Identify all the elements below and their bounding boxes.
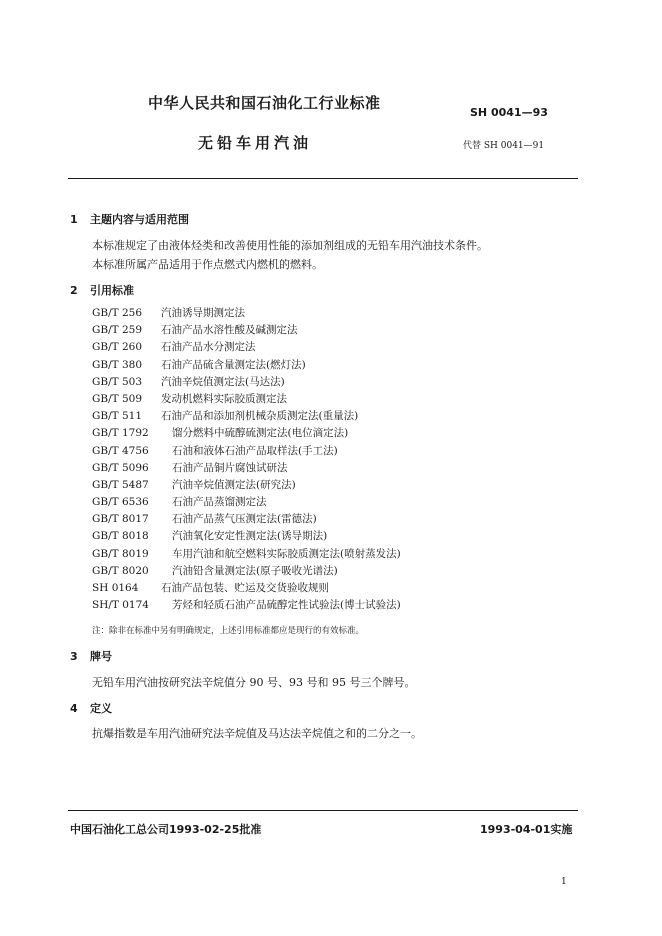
reference-code: GB/T 4756 xyxy=(92,444,149,457)
section-title: 引用标准 xyxy=(90,284,134,297)
reference-title: 馏分燃料中硫醇硫测定法(电位滴定法) xyxy=(172,427,349,440)
replaces-standard: 代替 SH 0041—91 xyxy=(463,141,545,151)
reference-title: 芳烃和轻质石油产品硫醇定性试验法(博士试验法) xyxy=(172,599,401,612)
reference-code: GB/T 6536 xyxy=(92,496,149,509)
reference-code: GB/T 5096 xyxy=(92,461,149,474)
section-1-paragraph: 本标准所属产品适用于作点燃式内燃机的燃料。 xyxy=(92,258,323,271)
reference-code: GB/T 8019 xyxy=(92,547,149,560)
reference-title: 石油产品水溶性酸及碱测定法 xyxy=(161,324,298,337)
section-3-paragraph: 无铅车用汽油按研究法辛烷值分 90 号、93 号和 95 号三个牌号。 xyxy=(92,676,416,689)
reference-item xyxy=(92,374,401,391)
reference-code: GB/T 380 xyxy=(92,358,143,371)
reference-item xyxy=(92,408,401,425)
reference-item xyxy=(92,546,401,563)
reference-code: GB/T 260 xyxy=(92,341,143,354)
section-title: 定义 xyxy=(90,702,112,715)
reference-code: GB/T 1792 xyxy=(92,427,149,440)
reference-item xyxy=(92,339,401,356)
reference-item xyxy=(92,443,401,460)
reference-title: 石油产品蒸馏测定法 xyxy=(172,496,267,509)
section-number: 1 xyxy=(70,213,78,226)
header-divider xyxy=(68,178,578,179)
reference-code: GB/T 511 xyxy=(92,410,143,423)
section-1-heading xyxy=(70,211,189,227)
reference-code: GB/T 8020 xyxy=(92,564,149,577)
issuing-standard-title: 中华人民共和国石油化工行业标准 xyxy=(148,94,381,112)
reference-title: 汽油诱导期测定法 xyxy=(161,307,245,319)
reference-title: 汽油辛烷值测定法(马达法) xyxy=(161,375,285,388)
reference-title: 石油产品水分测定法 xyxy=(161,341,256,354)
reference-title: 汽油铅含量测定法(原子吸收光谱法) xyxy=(172,564,338,577)
reference-item xyxy=(92,425,401,442)
reference-list xyxy=(92,305,401,614)
section-number: 4 xyxy=(70,702,78,715)
reference-item xyxy=(92,563,401,580)
section-3-heading xyxy=(70,648,112,664)
reference-code: GB/T 8017 xyxy=(92,513,149,526)
reference-item xyxy=(92,494,401,511)
reference-title: 石油和液体石油产品取样法(手工法) xyxy=(172,444,338,457)
reference-item xyxy=(92,528,401,545)
reference-code: GB/T 256 xyxy=(92,307,143,319)
reference-code: GB/T 259 xyxy=(92,324,143,337)
reference-title: 发动机燃料实际胶质测定法 xyxy=(161,392,287,405)
section-number: 3 xyxy=(70,650,78,663)
reference-title: 石油产品铜片腐蚀试研法 xyxy=(172,461,288,474)
reference-title: 石油产品和添加剂机械杂质测定法(重量法) xyxy=(161,410,359,423)
document-title: 无铅车用汽油 xyxy=(198,134,313,152)
reference-item xyxy=(92,391,401,408)
reference-code: GB/T 5487 xyxy=(92,478,149,491)
standard-number: SH 0041—93 xyxy=(470,106,548,119)
reference-item xyxy=(92,322,401,339)
reference-code: GB/T 509 xyxy=(92,392,143,405)
reference-item xyxy=(92,357,401,374)
approval-line: 中国石油化工总公司1993-02-25批准 xyxy=(70,823,262,836)
reference-title: 石油产品包装、贮运及交货验收规则 xyxy=(161,582,329,594)
reference-item xyxy=(92,597,401,614)
reference-code: SH 0164 xyxy=(92,582,139,594)
reference-item xyxy=(92,305,401,322)
reference-title: 石油产品硫含量测定法(燃灯法) xyxy=(161,358,306,371)
section-title: 牌号 xyxy=(90,650,112,663)
page-number: 1 xyxy=(561,877,567,887)
section-title: 主题内容与适用范围 xyxy=(90,213,189,226)
reference-code: SH/T 0174 xyxy=(92,599,149,612)
reference-title: 汽油辛烷值测定法(研究法) xyxy=(172,478,296,491)
section-1-paragraph: 本标准规定了由液体烃类和改善使用性能的添加剂组成的无铅车用汽油技术条件。 xyxy=(92,239,488,252)
reference-code: GB/T 8018 xyxy=(92,530,149,543)
reference-item xyxy=(92,460,401,477)
section-2-heading xyxy=(70,282,134,298)
reference-title: 石油产品蒸气压测定法(雷德法) xyxy=(172,513,317,526)
section-4-paragraph: 抗爆指数是车用汽油研究法辛烷值及马达法辛烷值之和的二分之一。 xyxy=(92,727,422,740)
reference-item xyxy=(92,511,401,528)
section-4-heading xyxy=(70,700,112,716)
reference-code: GB/T 503 xyxy=(92,375,143,388)
section-number: 2 xyxy=(70,284,78,297)
reference-item xyxy=(92,477,401,494)
reference-title: 汽油氧化安定性测定法(诱导期法) xyxy=(172,530,328,543)
reference-item xyxy=(92,580,401,597)
effective-date: 1993-04-01实施 xyxy=(480,823,573,836)
reference-note: 注：除非在标准中另有明确规定，上述引用标准都应是现行的有效标准。 xyxy=(92,626,365,636)
reference-title: 车用汽油和航空燃料实际胶质测定法(喷射蒸发法) xyxy=(172,547,401,560)
footer-divider xyxy=(68,810,578,811)
